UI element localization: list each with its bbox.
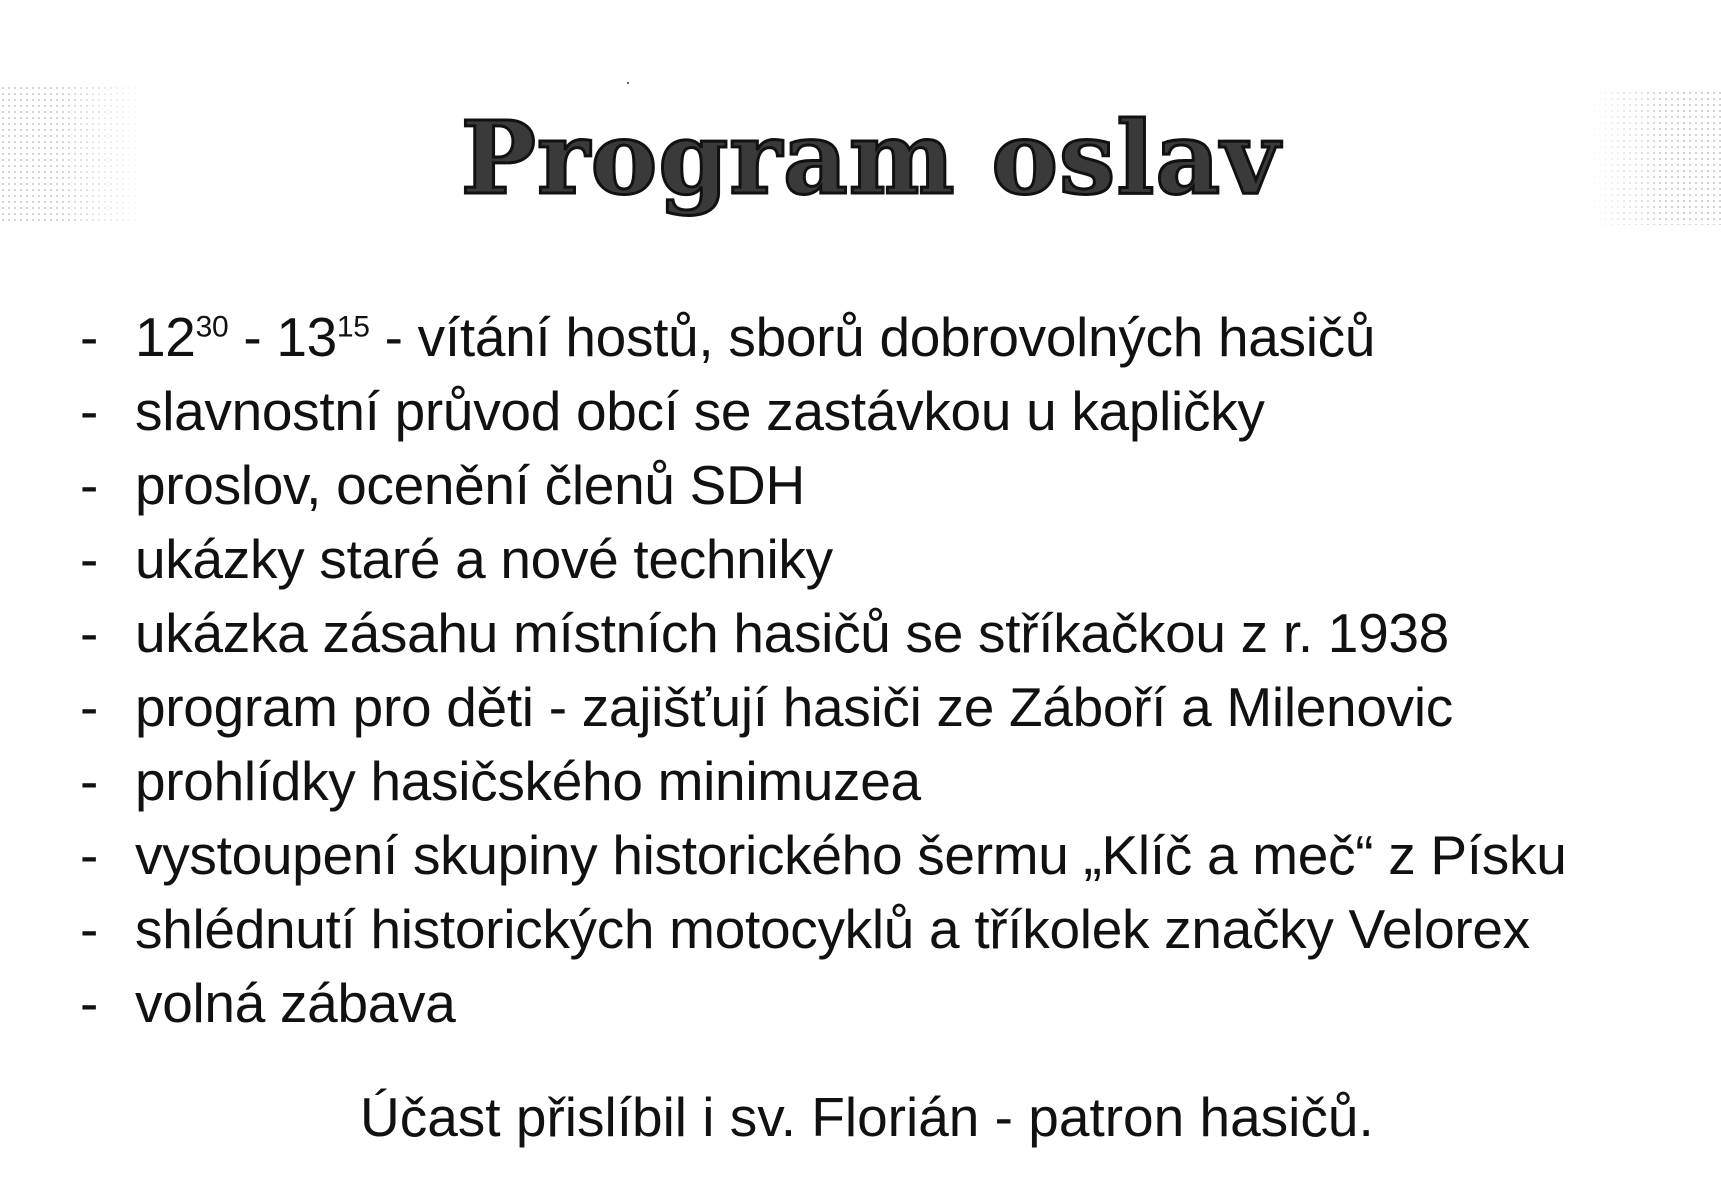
item-text: slavnostní průvod obcí se zastávkou u kapličky: [135, 380, 1265, 442]
start-hour: 12: [135, 306, 196, 368]
item-text: - vítání hostů, sborů dobrovolných hasičů: [369, 306, 1376, 368]
program-item: [80, 892, 1566, 966]
program-item-welcome: [80, 300, 1566, 374]
list-bullet: -: [80, 380, 99, 442]
list-bullet: -: [80, 898, 99, 960]
start-minute: 30: [195, 310, 229, 344]
list-bullet: -: [80, 824, 99, 886]
program-item: [80, 596, 1566, 670]
end-hour: 13: [276, 306, 337, 368]
list-bullet: -: [80, 602, 99, 664]
item-text: proslov, ocenění členů SDH: [135, 454, 805, 516]
time-separator: -: [228, 306, 277, 368]
item-text: vystoupení skupiny historického šermu „Klíč a meč“ z Písku: [135, 824, 1567, 886]
page-title: Program oslav: [460, 99, 1281, 217]
program-item: [80, 670, 1566, 744]
program-list: [80, 300, 1566, 1040]
program-item: [80, 966, 1566, 1040]
item-text: ukázky staré a nové techniky: [135, 528, 833, 590]
program-item: [80, 744, 1566, 818]
list-bullet: -: [80, 306, 99, 368]
print-speck: [627, 82, 629, 84]
program-item: [80, 522, 1566, 596]
footer-note: Účast přislíbil i sv. Florián - patron hasičů.: [360, 1086, 1374, 1148]
list-bullet: -: [80, 454, 99, 516]
program-item: [80, 818, 1566, 892]
time-range: [135, 300, 370, 374]
list-bullet: -: [80, 676, 99, 738]
program-item: [80, 374, 1566, 448]
item-text: program pro děti - zajišťují hasiči ze Záboří a Milenovic: [135, 676, 1453, 738]
item-text: volná zábava: [135, 972, 456, 1034]
end-minute: 15: [336, 310, 370, 344]
item-text: shlédnutí historických motocyklů a tříkolek značky Velorex: [135, 898, 1530, 960]
item-text: prohlídky hasičského minimuzea: [135, 750, 921, 812]
program-item: [80, 448, 1566, 522]
list-bullet: -: [80, 750, 99, 812]
item-text: ukázka zásahu místních hasičů se stříkačkou z r. 1938: [135, 602, 1449, 664]
list-bullet: -: [80, 972, 99, 1034]
list-bullet: -: [80, 528, 99, 590]
